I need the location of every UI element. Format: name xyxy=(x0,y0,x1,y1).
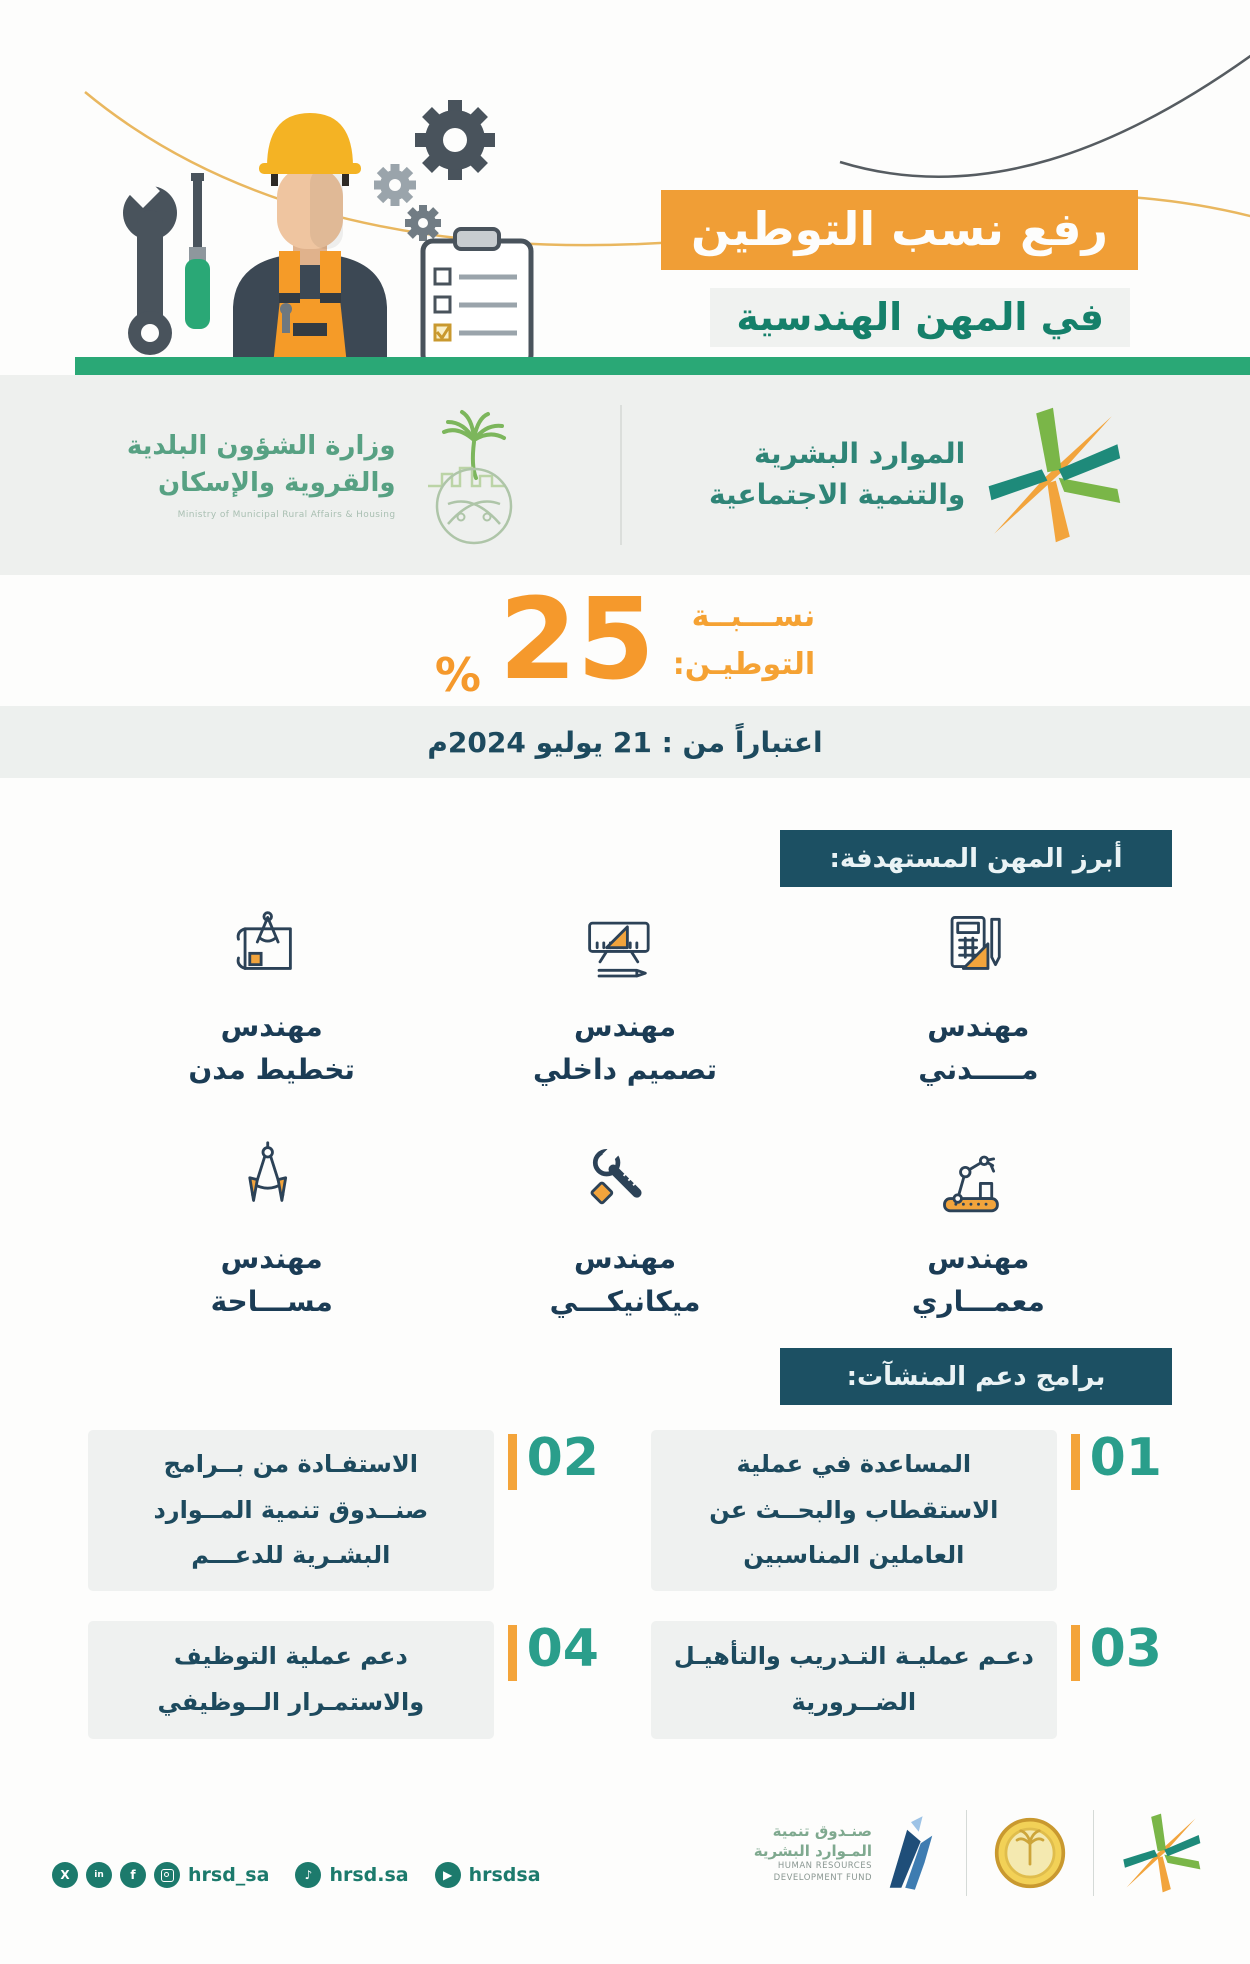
program-item-03 xyxy=(651,1618,1162,1739)
civil-engineer-icon xyxy=(931,908,1026,993)
program-card: المساعدة في عملية الاستقطاب والبحــث عن العاملين المناسبين xyxy=(651,1430,1057,1591)
professions-section-header: أبرز المهن المستهدفة: xyxy=(780,830,1172,887)
ministry-name-en: Ministry of Municipal Rural Affairs & Housing xyxy=(177,510,396,521)
profession-interior-design-engineer xyxy=(448,908,801,1092)
profession-survey-engineer xyxy=(95,1140,448,1324)
profession-label: مهندس ميكانيكـــي xyxy=(549,1241,701,1319)
instagram-icon[interactable] xyxy=(154,1862,180,1888)
ministry-palm-emblem-icon xyxy=(414,400,534,550)
ministry-name-line2: والقروية والإسكان xyxy=(157,468,396,499)
profession-civil-engineer xyxy=(802,908,1155,1092)
facebook-icon[interactable]: f xyxy=(120,1862,146,1888)
interior-design-engineer-icon xyxy=(578,908,673,993)
urban-planning-engineer-icon xyxy=(224,908,319,993)
programs-section-header: برامج دعم المنشآت: xyxy=(780,1348,1172,1405)
programs-grid xyxy=(88,1430,1162,1739)
social-handle-tiktok[interactable]: hrsd.sa xyxy=(329,1864,409,1886)
profession-label: مهندس مـــــدني xyxy=(918,1010,1039,1087)
program-item-01 xyxy=(651,1430,1162,1591)
checklist-clipboard-icon xyxy=(423,229,531,365)
engineer-worker-illustration xyxy=(55,55,555,365)
rate-label-line1: نســـبــة xyxy=(691,598,816,634)
hrsd-starburst-icon xyxy=(983,405,1123,545)
youtube-icon[interactable]: ▶ xyxy=(435,1862,461,1888)
mechanical-engineer-icon xyxy=(578,1140,673,1225)
screwdriver-icon xyxy=(185,173,210,329)
ministry-name-line1: وزارة الشؤون البلدية xyxy=(126,430,396,461)
program-accent-bar xyxy=(508,1434,517,1490)
ministry-logo xyxy=(127,400,534,550)
tiktok-icon[interactable]: ♪ xyxy=(295,1862,321,1888)
rate-label-line2: التوطيـن: xyxy=(672,646,816,682)
hrsd-name-line1: الموارد البشرية xyxy=(754,437,966,471)
logo-divider xyxy=(620,405,622,545)
hrdf-logo xyxy=(754,1813,940,1893)
profession-label: مهندس تصميم داخلي xyxy=(533,1010,717,1087)
hrdf-logo-text: صنـدوق تنمية المـوارد البشرية HUMAN RESOURCES DEVELOPMENT FUND xyxy=(753,1821,872,1884)
program-card: الاستفـادة من بــرامج صنــدوق تنمية المــوارد البشـرية للدعـــم xyxy=(88,1430,494,1591)
gears-icon xyxy=(374,100,495,241)
social-handle-main[interactable]: hrsd_sa xyxy=(188,1864,270,1886)
program-number: 02 xyxy=(526,1428,599,1488)
page-title: رفع نسب التوطين xyxy=(661,190,1138,270)
green-divider-bar xyxy=(75,357,1250,375)
hrsd-starburst-icon xyxy=(1120,1812,1202,1894)
profession-label: مهندس معمـــاري xyxy=(911,1241,1045,1319)
page-subtitle: في المهن الهندسية xyxy=(710,288,1130,347)
program-number: 04 xyxy=(526,1618,599,1679)
profession-mechanical-engineer xyxy=(448,1140,801,1324)
saudization-rate xyxy=(0,575,1250,706)
social-links xyxy=(52,1862,541,1888)
hrsd-logo xyxy=(709,405,1123,545)
program-item-02 xyxy=(88,1430,599,1591)
footer-divider xyxy=(966,1810,967,1896)
linkedin-icon[interactable]: in xyxy=(86,1862,112,1888)
effective-date-bar: اعتباراً من : 21 يوليو 2024م xyxy=(0,706,1250,778)
profession-label: مهندس تخطيط مدن xyxy=(188,1010,355,1087)
social-handle-youtube[interactable]: hrsdsa xyxy=(468,1864,541,1886)
program-item-04 xyxy=(88,1618,599,1739)
survey-engineer-icon xyxy=(224,1140,319,1225)
profession-label: مهندس مســـاحة xyxy=(210,1241,333,1319)
program-accent-bar xyxy=(1071,1625,1080,1681)
architect-engineer-icon xyxy=(931,1140,1026,1225)
gold-seal-icon xyxy=(993,1816,1067,1890)
program-card: دعـم عمليـة التـدريب والتأهيـل الضــرورية xyxy=(651,1621,1057,1739)
wrench-icon xyxy=(123,174,177,355)
program-card: دعم عملية التوظيف والاستمـرار الــوظيفي xyxy=(88,1621,494,1739)
program-accent-bar xyxy=(1071,1434,1080,1490)
program-accent-bar xyxy=(508,1625,517,1681)
hrsd-name-line2: والتنمية الاجتماعية xyxy=(709,478,966,511)
program-number: 01 xyxy=(1089,1428,1162,1488)
percent-sign: % xyxy=(434,648,481,702)
profession-urban-planning-engineer xyxy=(95,908,448,1092)
professions-grid xyxy=(95,908,1155,1324)
hrsd-logo-text xyxy=(709,434,965,515)
rate-label xyxy=(673,593,815,689)
hrdf-mark-icon xyxy=(882,1813,940,1893)
footer-divider xyxy=(1093,1810,1094,1896)
footer-logos xyxy=(754,1810,1202,1896)
x-icon[interactable]: X xyxy=(52,1862,78,1888)
worker-figure xyxy=(233,113,387,365)
logos-band xyxy=(0,375,1250,575)
program-number: 03 xyxy=(1089,1618,1162,1679)
profession-architect-engineer xyxy=(802,1140,1155,1324)
ministry-logo-text xyxy=(127,428,396,522)
rate-value: 25 xyxy=(498,575,655,706)
